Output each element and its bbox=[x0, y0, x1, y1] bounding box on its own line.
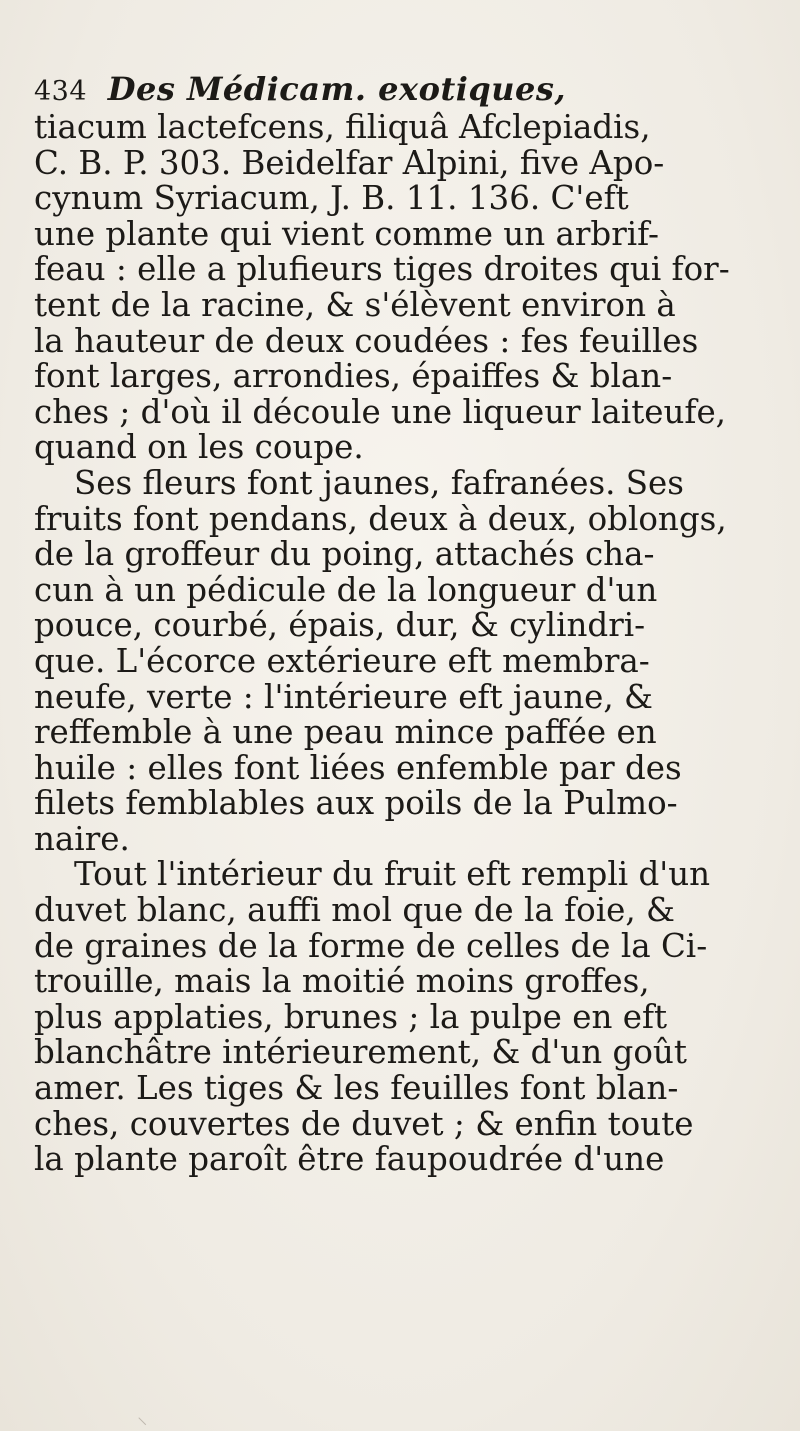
text-line: ches, couvertes de duvet ; & enfin toute bbox=[34, 1104, 694, 1143]
text-line: font larges, arrondies, épaiffes & blan- bbox=[34, 357, 673, 396]
text-line: feau : elle a plufieurs tiges droites qui for- bbox=[34, 250, 730, 289]
text-line: filets femblables aux poils de la Pulmo- bbox=[34, 784, 678, 823]
text-line: la hauteur de deux coudées : fes feuilles bbox=[34, 321, 699, 360]
text-line: de graines de la forme de celles de la Ci- bbox=[34, 926, 708, 965]
text-line: blanchâtre intérieurement, & d'un goût bbox=[34, 1033, 687, 1072]
text-line: la plante paroît être faupoudrée d'une bbox=[34, 1140, 665, 1179]
text-line: huile : elles font liées enfemble par des bbox=[34, 748, 682, 787]
text-line: cynum Syriacum, J. B. 11. 136. C'eft bbox=[34, 179, 629, 218]
text-line: plus applaties, brunes ; la pulpe en eft bbox=[34, 997, 668, 1036]
text-line: quand on les coupe. bbox=[34, 428, 364, 467]
text-line: C. B. P. 303. Beidelfar Alpini, five Apo- bbox=[34, 143, 665, 182]
text-line: duvet blanc, auffi mol que de la foie, & bbox=[34, 891, 675, 930]
text-line: tiacum lactefcens, filiquâ Afclepiadis, bbox=[34, 108, 651, 146]
paragraph-start-line: Tout l'intérieur du fruit eft rempli d'un bbox=[74, 855, 711, 894]
text-line: une plante qui vient comme un arbrif- bbox=[34, 214, 659, 253]
body-text bbox=[34, 110, 794, 1178]
text-line: amer. Les tiges & les feuilles font blan- bbox=[34, 1069, 679, 1108]
text-line: que. L'écorce extérieure eft membra- bbox=[34, 641, 650, 680]
text-line: cun à un pédicule de la longueur d'un bbox=[34, 570, 658, 609]
text-line: neufe, verte : l'intérieure eft jaune, & bbox=[34, 677, 653, 716]
text-line: tent de la racine, & s'élèvent environ à bbox=[34, 285, 676, 324]
text-line: pouce, courbé, épais, dur, & cylindri- bbox=[34, 606, 646, 645]
text-line: naire. bbox=[34, 819, 130, 858]
paragraph-start-line: Ses fleurs font jaunes, fafranées. Ses bbox=[74, 463, 684, 502]
text-line: ches ; d'où il découle une liqueur laiteufe, bbox=[34, 392, 727, 431]
text-line: trouille, mais la moitié moins groffes, bbox=[34, 962, 650, 1001]
text-line: fruits font pendans, deux à deux, oblongs, bbox=[34, 499, 727, 538]
running-title: Des Médicam. exotiques, bbox=[107, 70, 567, 108]
running-header bbox=[34, 70, 566, 108]
text-line: reffemble à une peau mince paffée en bbox=[34, 713, 657, 752]
text-line: de la groffeur du poing, attachés cha- bbox=[34, 535, 655, 574]
page-number: 434 bbox=[34, 76, 88, 107]
page-mark bbox=[138, 1409, 154, 1425]
